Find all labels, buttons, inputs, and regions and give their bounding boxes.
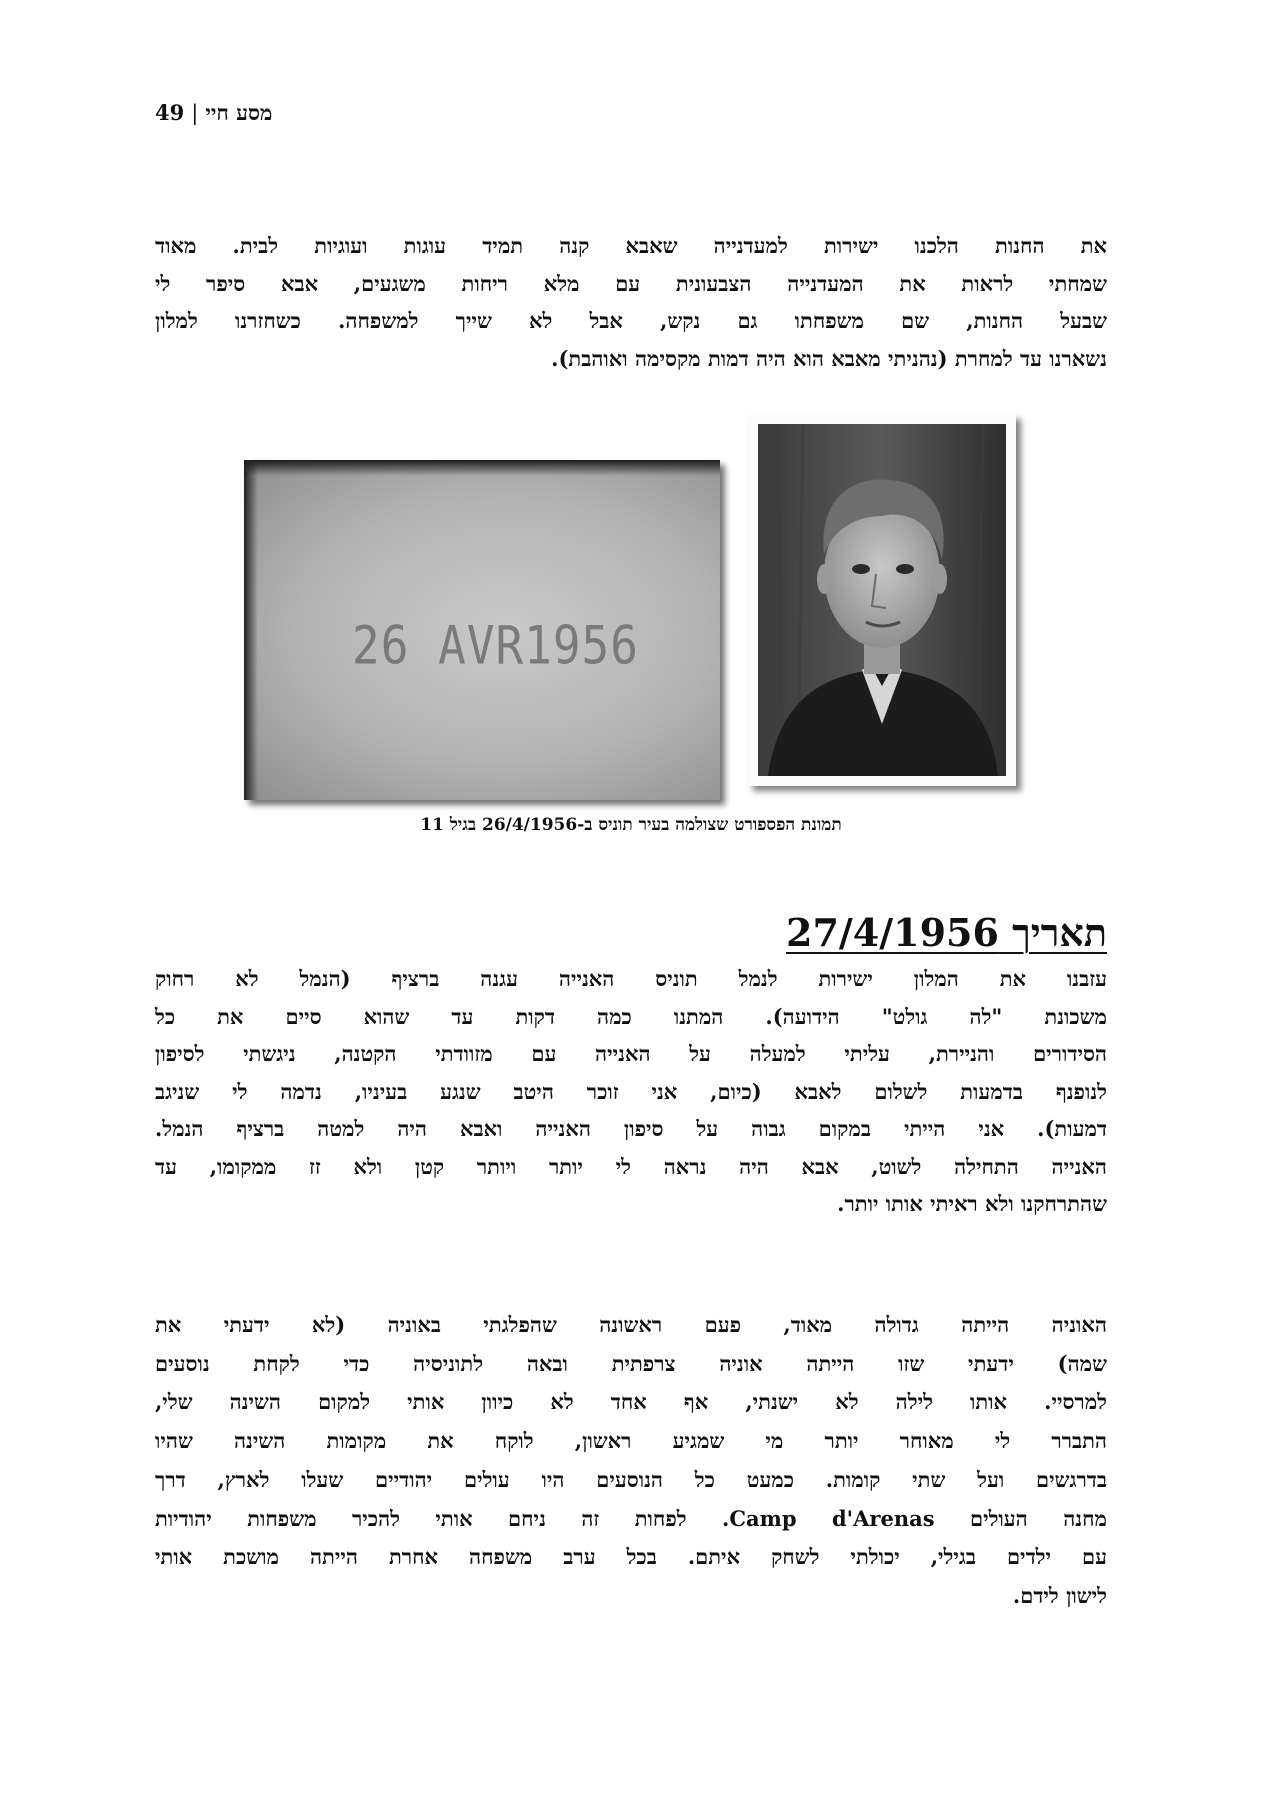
paragraph-line: עזבנו את המלון ישירות לנמל תוניס האנייה עגנה ברציף (הנמל לא רחוק	[155, 966, 1108, 991]
paragraph-departure	[155, 960, 1107, 1223]
header-separator: |	[191, 101, 199, 125]
paragraph-line: שהתרחקנו ולא ראיתי אותו יותר.	[837, 1191, 1107, 1216]
paragraph-line: הסידורים והניירת, עליתי למעלה על האנייה עם מזוודתי הקטנה, ניגשתי לסיפון	[155, 1041, 1107, 1066]
paragraph-line: דמעות). אני הייתי במקום גבוה על סיפון האנייה ואבא היה למטה ברציף הנמל.	[155, 1116, 1107, 1141]
paragraph-line: את החנות הלכנו ישירות למעדנייה שאבא קנה תמיד עוגות ועוגיות לבית. מאוד	[155, 233, 1107, 258]
paragraph-line: התברר לי מאוחר יותר מי שמגיע ראשון, לוקח את מקומות השינה שהיו	[155, 1428, 1107, 1454]
paragraph-line: האנייה התחילה לשוט, אבא היה נראה לי יותר ויותר קטן ולא זז ממקומו, עד	[155, 1153, 1107, 1179]
page-number: 49	[155, 100, 185, 125]
boy-portrait-image	[758, 424, 1006, 776]
photo-caption: תמונת הפספורט שצולמה בעיר תוניס ב-26/4/1956 בגיל 11	[420, 815, 842, 835]
paragraph-line: שבעל החנות, שם משפחתו גם נקש, אבל לא שייך למשפחה. כשחזרנו למלון	[155, 308, 1107, 333]
paragraph-line: עם ילדים בגילי, יכולתי לשחק איתם. בכל ערב משפחה אחרת הייתה מושכת אותי	[155, 1544, 1107, 1570]
paragraph-line: לנופנף בדמעות לשלום לאבא (כיום, אני זוכר היטב שנגע בעיניו, נדמה לי שניגב	[155, 1078, 1107, 1104]
paragraph-line: למרסיי. אותו לילה לא ישנתי, אף אחד לא כיוון אותי למקום השינה שלי,	[155, 1389, 1107, 1415]
paragraph-line: שמה) ידעתי שזו הייתה אוניה צרפתית ובאה לתוניסיה כדי לקחת נוסעים	[155, 1350, 1107, 1376]
page-header	[155, 100, 272, 126]
paragraph-line: האוניה הייתה גדולה מאוד, פעם ראשונה שהפלגתי באוניה (לא ידעתי את	[155, 1312, 1107, 1337]
paragraph-line: משכונת "לה גולט" הידועה). המתנו כמה דקות עד שהוא סיים את כל	[155, 1003, 1107, 1029]
paragraph-line: שמחתי לראות את המעדנייה הצבעונית עם מלא ריחות משגעים, אבא סיפר לי	[155, 270, 1107, 296]
paragraph-line: לישון לידם.	[1012, 1582, 1107, 1608]
paragraph-line: מחנה העולים Camp d'Arenas. לפחות זה ניחם אותי להכיר משפחות יהודיות	[155, 1505, 1107, 1531]
passport-stamp-photo	[244, 460, 720, 800]
paragraph-ship-voyage	[155, 1306, 1107, 1616]
section-title-date: תאריך 27/4/1956	[786, 910, 1107, 955]
paragraph-line: בדרגשים ועל שתי קומות. כמעט כל הנוסעים היו עולים יהודיים שעלו לארץ, דרך	[155, 1466, 1107, 1492]
paragraph-line: נשארנו עד למחרת (נהניתי מאבא הוא היה דמות מקסימה ואוהבת).	[551, 345, 1107, 371]
stamp-date-text: 26 AVR1956	[352, 613, 639, 677]
book-title: מסע חיי	[205, 100, 273, 125]
passport-portrait-photo	[748, 414, 1016, 786]
paragraph-shop-visit	[155, 227, 1107, 377]
